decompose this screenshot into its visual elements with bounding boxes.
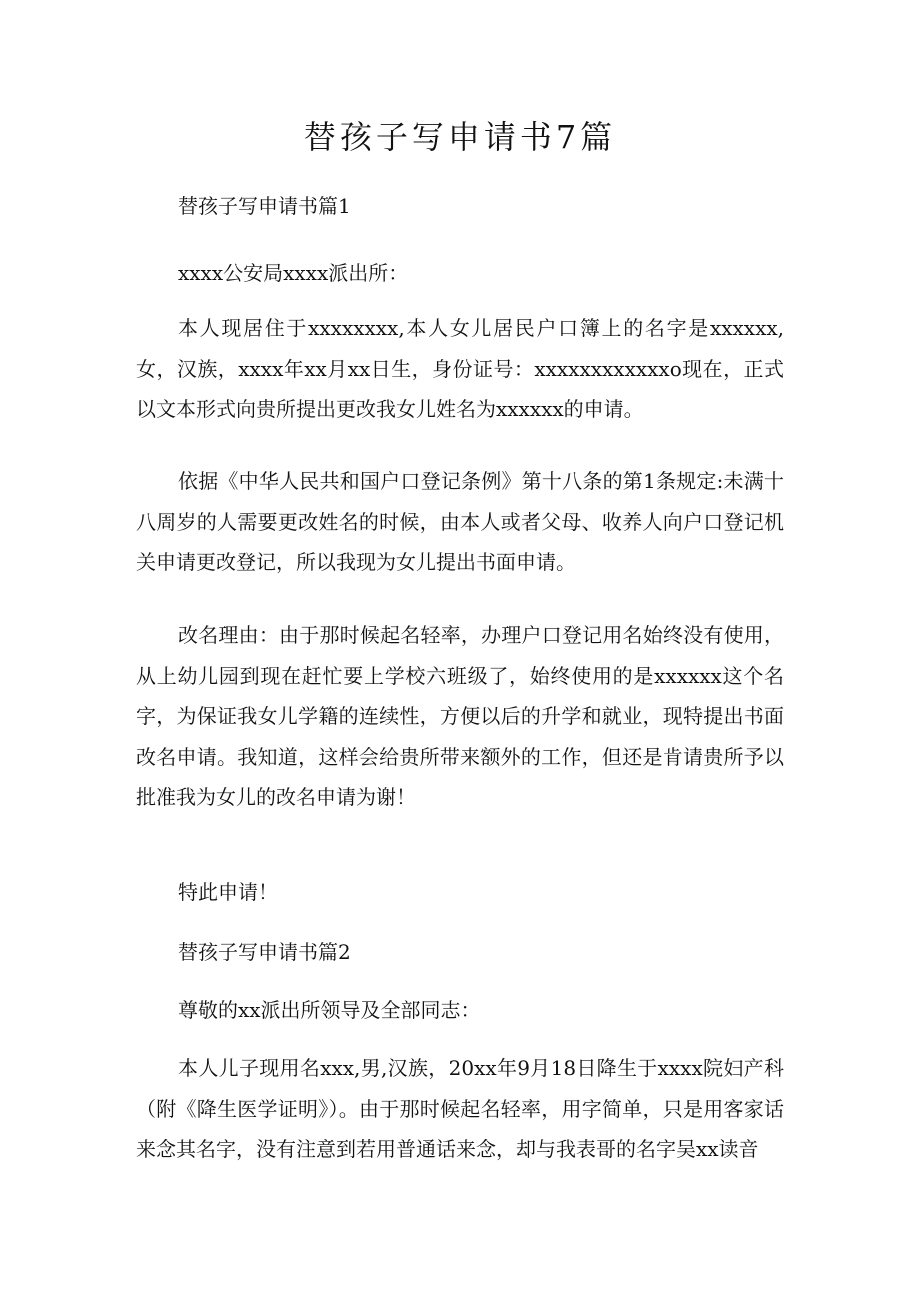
- document-title: 替孩子写申请书7篇: [303, 118, 617, 156]
- section-1-paragraph-3: 改名理由：由于那时候起名轻率，办理户口登记用名始终没有使用，从上幼儿园到现在赶忙要上学校六班级了，始终使用的是xxxxxx这个名字，为保证我女儿学籍的连续性，方便以后的升学和就业，现特提出书面改名申请。我知道，这样会给贵所带来额外的工作，但还是肯请贵所予以批准我为女儿的改名申请为谢！: [136, 623, 784, 809]
- section-1-salutation: xxxx公安局xxxx派出所：: [178, 261, 409, 285]
- section-2-paragraph-1: 本人儿子现用名xxx,男,汉族，20xx年9月18日降生于xxxx院妇产科（附《降生医学证明》）。由于那时候起名轻率，用字简单，只是用客家话来念其名字，没有注意到若用普通话来念，却与我表哥的名字吴xx读音: [136, 1056, 784, 1161]
- section-2-salutation: 尊敬的xx派出所领导及全部同志：: [178, 998, 481, 1022]
- section-1-paragraph-1: 本人现居住于xxxxxxxx,本人女儿居民户口簿上的名字是xxxxxx,女，汉族，xxxx年xx月xx日生，身份证号：xxxxxxxxxxxxo现在，正式以文本形式向贵所提出更改我女儿姓名为xxxxxx的申请。: [136, 316, 784, 421]
- section-2-heading: 替孩子写申请书篇2: [178, 940, 351, 964]
- section-1-closing: 特此申请！: [178, 880, 278, 904]
- section-1-paragraph-2: 依据《中华人民共和国户口登记条例》第十八条的第1条规定:未满十八周岁的人需要更改姓名的时候，由本人或者父母、收养人向户口登记机关申请更改登记，所以我现为女儿提出书面申请。: [136, 469, 784, 574]
- section-1-heading: 替孩子写申请书篇1: [178, 194, 351, 218]
